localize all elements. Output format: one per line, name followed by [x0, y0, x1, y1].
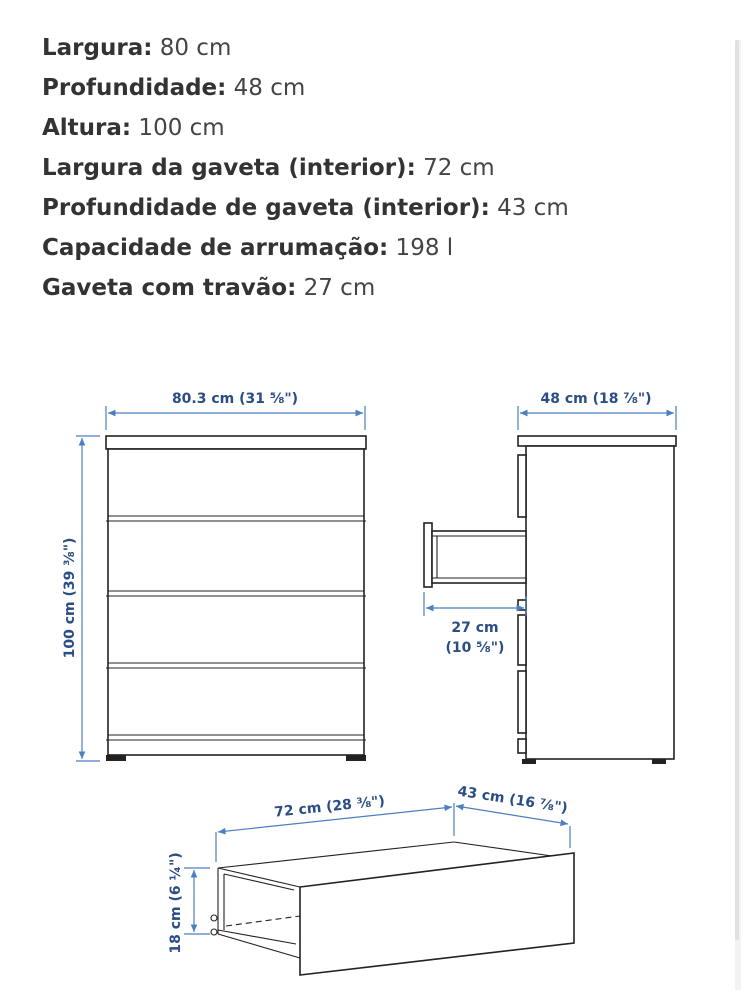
drawer-inner-edge — [224, 874, 294, 890]
spec-value: 80 cm — [152, 35, 232, 61]
drawer-front-edge — [518, 455, 526, 517]
spec-label: Profundidade: — [42, 75, 227, 101]
drawer-front-edge — [518, 615, 526, 665]
front-view-dresser — [106, 436, 366, 761]
side-body — [526, 446, 674, 759]
drawer-front-edge — [518, 739, 526, 753]
spec-value: 198 l — [388, 235, 454, 261]
drawer-front-edge — [518, 671, 526, 733]
spec-label: Largura: — [42, 35, 153, 61]
drawer-stop-label: 27 cm — [451, 620, 499, 636]
drawer-back-top — [218, 842, 454, 868]
open-drawer-front — [424, 523, 432, 587]
spec-value: 100 cm — [131, 115, 225, 141]
drawer-hidden-line — [226, 916, 300, 926]
drawer-depth-label: 43 cm (16 ⅞") — [456, 783, 569, 817]
front-width-dimension — [106, 391, 365, 430]
side-foot — [522, 759, 536, 764]
spec-label: Altura: — [42, 115, 132, 141]
dresser-foot — [106, 755, 126, 761]
drawer-front-panel — [300, 853, 574, 975]
drawer-width-label: 72 cm (28 ⅜") — [273, 793, 386, 821]
side-depth-label: 48 cm (18 ⅞") — [540, 391, 652, 407]
drawer-perspective — [211, 842, 574, 975]
drawer-stop-label-inch: (10 ⅝") — [445, 640, 505, 656]
dresser-top — [106, 436, 366, 449]
side-foot — [652, 759, 666, 764]
spec-label: Profundidade de gaveta (interior): — [42, 195, 490, 221]
side-depth-dimension — [518, 391, 676, 430]
spec-value: 43 cm — [489, 195, 569, 221]
open-drawer-box — [432, 531, 526, 583]
dresser-foot — [346, 755, 366, 761]
side-view-dresser — [424, 436, 676, 764]
spec-label: Capacidade de arrumação: — [42, 235, 389, 261]
dresser-body — [108, 449, 364, 755]
drawer-height-label: 18 cm (6 ¼") — [168, 852, 184, 954]
spec-label: Gaveta com travão: — [42, 275, 297, 301]
drawer-width-dimension — [216, 793, 454, 862]
spec-label: Largura da gaveta (interior): — [42, 155, 416, 181]
drawer-side-right — [454, 842, 552, 856]
drawer-height-dimension — [168, 852, 210, 953]
spec-value: 27 cm — [296, 275, 376, 301]
drawer-depth-dimension — [456, 783, 570, 848]
spec-value: 72 cm — [415, 155, 495, 181]
front-height-dimension — [62, 436, 100, 761]
side-top — [518, 436, 676, 446]
spec-value: 48 cm — [226, 75, 306, 101]
drawer-stop-dimension — [424, 592, 526, 656]
front-height-label: 100 cm (39 ⅜") — [62, 537, 78, 659]
drawer-runner-wheel — [211, 929, 217, 935]
drawer-side-top — [218, 868, 300, 887]
drawer-runner-wheel — [211, 915, 217, 921]
front-width-label: 80.3 cm (31 ⅝") — [171, 391, 299, 407]
